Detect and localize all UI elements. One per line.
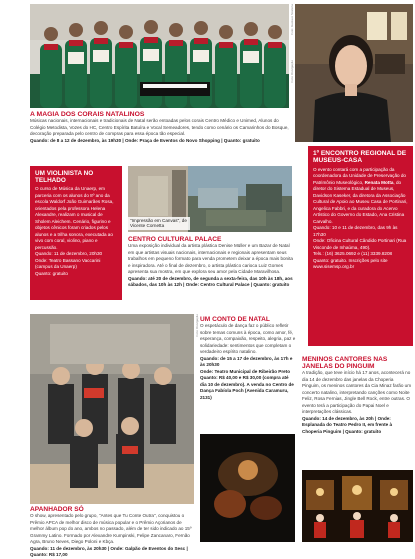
article-info: Onde: Teatro Municipal de Ribeirão Preto <box>200 368 291 374</box>
article-info: Quando: de 8 a 12 de dezembro, às 19h30 | Onde: Praça de Eventos do Novo Shopping | Quanto: gratuito <box>30 137 260 143</box>
article-info: Onde: Teatro Bassano Vaccarini (campus da Unaerp) <box>35 257 101 270</box>
conto-article <box>200 316 296 401</box>
article-title: UM VIOLINISTA NO TELHADO <box>35 170 94 185</box>
article-info: Tels.: (16) 3625.0692 e (11) 3339.8208 <box>313 251 393 257</box>
article-title: CENTRO CULTURAL PALACE <box>128 236 222 243</box>
article-info: Onde: Oficina Cultural Cândido Portinari (Rua Visconde de Inhaúma, 490). <box>313 238 407 250</box>
corais-photo <box>30 4 289 108</box>
article-text: O curso de Música da Unaerp, em parceria com os alunos do 8º ano da escola Waldorf João Guimarães Rosa, orientados pela professora Helena Alexandre, realizam o musical de Sholem Aleichem. Cenário, figurino e objetos cênicos foram criados pelos alunos e a trilha sonora, executada ao vivo com coral, violino, piano e percussão. <box>35 186 114 250</box>
image-caption: "Impressão em Canvas", de Vicente Cornetta <box>128 217 190 230</box>
photo-credit: Foto: Gustavo Scatena <box>290 4 294 35</box>
museus-box <box>308 146 413 346</box>
article-title: MENINOS CANTORES NAS JANELAS DO PINGUIM <box>302 356 388 371</box>
article-title: 1º ENCONTRO REGIONAL DE MUSEUS-CASA <box>313 150 407 165</box>
article-info: Quanto: gratuito. Inscrições pelo site www.sisemsp.org.br <box>313 257 388 270</box>
conto-photo <box>200 434 295 542</box>
article-info: Quando: 14 de dezembro, às 20h | Onde: Esplanada do Teatro Pedro II, em frente à Choperia Pinguim | Quanto: gratuito <box>302 415 393 434</box>
article-text: O show, apresentado pelo grupo, "Antes que Tu Conte Outra", conquistou o Prêmio APCA de melhor disco de música popular e o Prêmio Açorianos de melhor álbum pop do ano, ambos no passado, além de ter sido indicado ao 15º Grammy Latino. Formado por Alexandre Kumpinski, Felipe Zancanaro, Fernão Agra, Bruno Neves, Diego Poloni e Kbça. <box>30 513 192 545</box>
article-info: Quando: até 20 de dezembro, de segunda a sexta-feira, das 10h às 18h, aos sábados, das 10h às 12h | Onde: Centro Cultural Palace | Quanto: gratuito <box>128 275 293 288</box>
article-text: Uma exposição individual da artista plástica Denise Müller e um Bazar de Natal em que artistas visuais nacionais, internacionais e regionais apresentam seus trabalhos em pequeno formato para venda prometem deixar a época mais bonita e inspiradora. Até o final de dezembro, o artista plástico carioca Luiz Gomes apresenta sua mostra, em que explora seu amor pela Cidade Maravilhosa. <box>128 243 293 275</box>
photo-credit: Foto: Divulgação <box>290 60 294 83</box>
article-title: UM CONTO DE NATAL <box>200 316 270 323</box>
article-text: Músicas nacionais, internacionais e tradicionais de Natal serão entoadas pelos corais Centro Médico e Unimed, Alunos do Colégio Metodista, Vozes do HC, Centro Espírita Batuíra e Vocal Semeadores, tendo como cenário os Camarinhos do Bosque, decoração preparada pelo centro de compras para essa época tão especial. <box>30 118 289 137</box>
meninos-article <box>302 356 412 435</box>
article-info: Quanto: R$ 40,00 e R$ 30,00 (compra até dia 10 de dezembro). A venda no Centro de Dança Fabíola Poch (Avenida Caramuru, 2131) <box>200 375 294 400</box>
article-text: A tradição, que teve início há 17 anos, acontecerá no dia 14 de dezembro das janelas da Choperia Pinguim, os meninos cantores da Cia Minaz farão um concerto natalino, interpretando canções como Noite Feliz, Rosa Fernias, Jingle Bell Rock, entre outras. O evento terá a participação do Papai Noel e interpretações clássicas. <box>302 370 412 415</box>
violinista-box <box>30 166 122 300</box>
corais-article <box>30 111 292 144</box>
article-title: APANHADOR SÓ <box>30 506 84 513</box>
article-info: Quando: 11 de dezembro, às 20h30 | Onde: Galpão de Eventos do Sesc | Quanto: R$ 17,00 <box>30 545 188 558</box>
article-text: O espetáculo de dança faz o público refletir sobre temas comuns à época, como amor, fé, esperança, compaixão, respeito, alegria, paz e solidariedade: sentimentos que completam o verdadeiro espírito natalino. <box>200 323 296 355</box>
museus-photo <box>295 4 413 142</box>
article-info: Quando: de 15 a 17 de dezembro, às 17h e às 20h30 <box>200 355 293 368</box>
palace-article <box>128 236 293 289</box>
photo-credit: Foto: Divulgação <box>195 314 199 337</box>
apanhador-article <box>30 506 194 559</box>
article-info: Quando: 11 de dezembro, 20h30 <box>35 251 103 257</box>
apanhador-photo <box>30 314 194 504</box>
meninos-photo <box>302 470 413 542</box>
article-info: Quando: 10 e 11 de dezembro, das 9h às 17h30 <box>313 225 398 237</box>
article-info: Quanto: gratuito <box>35 270 68 276</box>
article-text: O evento contará com a participação da coordenadora da Unidade de Preservação do Patrimônio Museológico, Renata Motta, do diretor do Sistema Estadual de Museus, Davidson Kaseker, da diretora da Associação Cultural de Apoio ao Museu Casa de Portinari, Angelica Fabbri, e da curadora do Acervo Artístico do Governo do Estado, Ana Cristina Carvalho. <box>313 166 408 224</box>
article-title: A MAGIA DOS CORAIS NATALINOS <box>30 111 145 118</box>
